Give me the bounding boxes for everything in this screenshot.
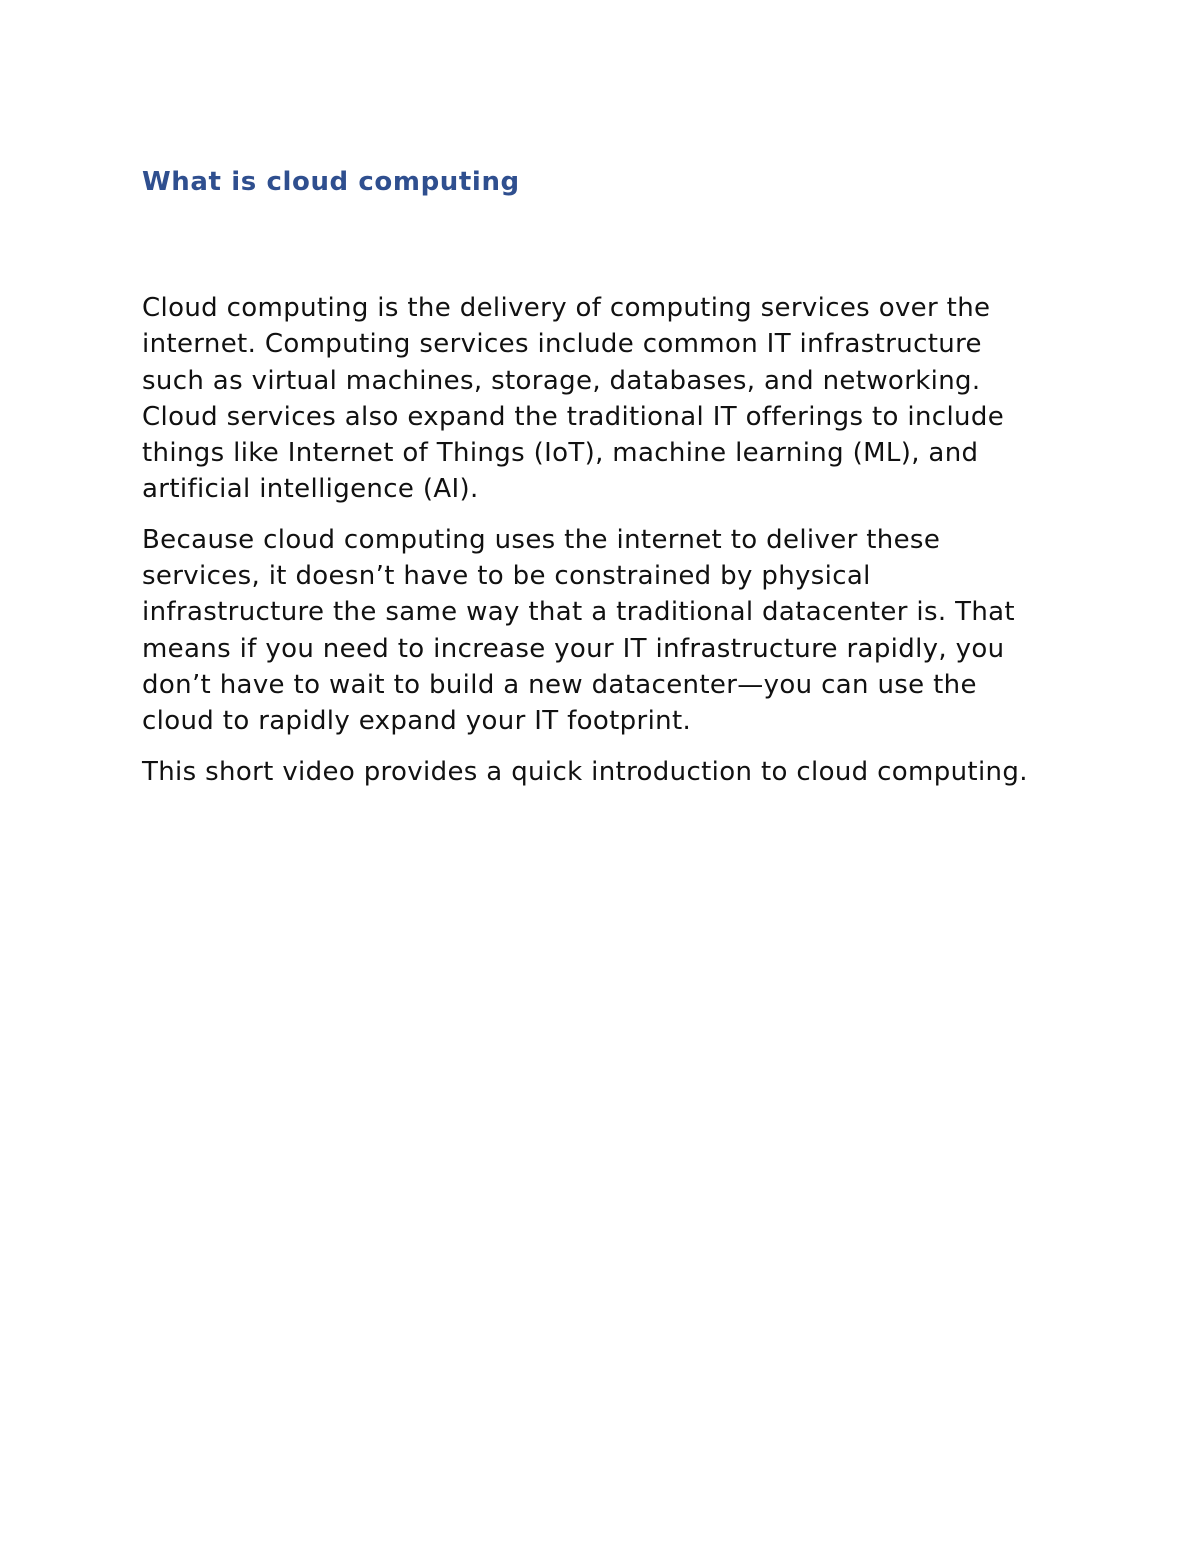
text-line: cloud to rapidly expand your IT footprint. bbox=[142, 706, 692, 737]
paragraph-definition bbox=[142, 290, 1072, 508]
text-line: infrastructure the same way that a traditional datacenter is. That bbox=[142, 597, 1015, 628]
text-line: artificial intelligence (AI). bbox=[142, 474, 479, 505]
text-line: things like Internet of Things (IoT), machine learning (ML), and bbox=[142, 438, 979, 469]
document-body bbox=[142, 290, 1072, 804]
text-line: means if you need to increase your IT infrastructure rapidly, you bbox=[142, 633, 1005, 664]
paragraph-video-intro bbox=[142, 754, 1072, 790]
text-line: Cloud computing is the delivery of computing services over the bbox=[142, 293, 991, 323]
text-line: services, it doesn’t have to be constrained by physical bbox=[142, 561, 871, 592]
text-line: internet. Computing services include common IT infrastructure bbox=[142, 329, 982, 360]
page-title: What is cloud computing bbox=[142, 167, 520, 197]
text-line: This short video provides a quick introduction to cloud computing. bbox=[142, 756, 1028, 787]
text-line: Because cloud computing uses the internet to deliver these bbox=[142, 524, 941, 555]
text-line: such as virtual machines, storage, databases, and networking. bbox=[142, 365, 981, 396]
paragraph-benefits bbox=[142, 522, 1072, 740]
text-line: don’t have to wait to build a new datacenter—you can use the bbox=[142, 669, 977, 700]
text-line: Cloud services also expand the traditional IT offerings to include bbox=[142, 401, 1005, 432]
